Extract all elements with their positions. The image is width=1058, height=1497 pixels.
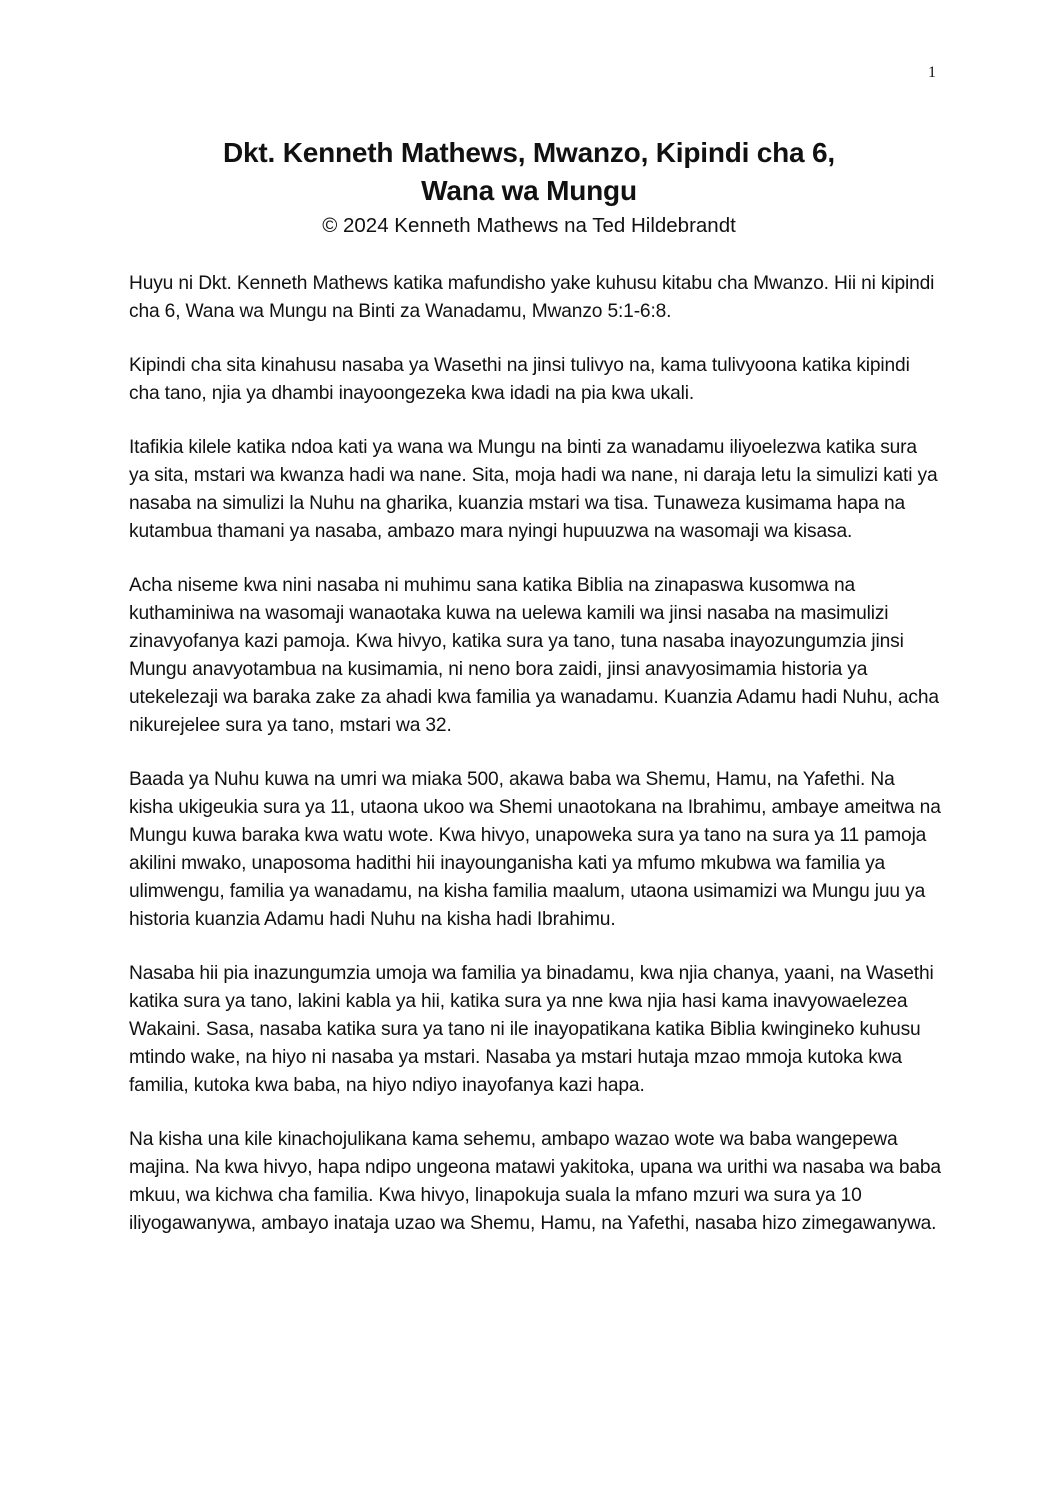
title-line-1: Dkt. Kenneth Mathews, Mwanzo, Kipindi cha 6,: [223, 137, 835, 168]
paragraph-2: Kipindi cha sita kinahusu nasaba ya Wasethi na jinsi tulivyo na, kama tulivyoona katika kipindi cha tano, njia ya dhambi inayoongezeka kwa idadi na pia kwa ukali.: [129, 355, 910, 404]
page-title: [100, 134, 958, 210]
paragraph-7: Na kisha una kile kinachojulikana kama sehemu, ambapo wazao wote wa baba wangepewa majina. Na kwa hivyo, hapa ndipo ungeona matawi yakitoka, upana wa urithi wa nasaba wa baba mkuu, wa kichwa cha familia. Kwa hivyo, linapokuja suala la mfano mzuri wa sura ya 10 iliyogawanywa, ambayo inataja uzao wa Shemu, Hamu, na Yafethi, nasaba hizo zimegawanywa.: [129, 1129, 941, 1234]
copyright-notice: © 2024 Kenneth Mathews na Ted Hildebrandt: [322, 214, 736, 237]
title-line-2: Wana wa Mungu: [421, 175, 637, 206]
title-block: [100, 134, 958, 240]
paragraph-5: Baada ya Nuhu kuwa na umri wa miaka 500, akawa baba wa Shemu, Hamu, na Yafethi. Na kisha ukigeukia sura ya 11, utaona ukoo wa Shemi unaotokana na Ibrahimu, ambaye ameitwa na Mungu kuwa baraka kwa watu wote. Kwa hivyo, unapoweka sura ya tano na sura ya 11 pamoja akilini mwako, unaposoma hadithi hii inayounganisha kati ya mfumo mkubwa wa familia ya ulimwengu, familia ya wanadamu, na kisha familia maalum, utaona usimamizi wa Mungu juu ya historia kuanzia Adamu hadi Nuhu na kisha hadi Ibrahimu.: [129, 769, 941, 930]
paragraph-1: Huyu ni Dkt. Kenneth Mathews katika mafundisho yake kuhusu kitabu cha Mwanzo. Hii ni kipindi cha 6, Wana wa Mungu na Binti za Wanadamu, Mwanzo 5:1-6:8.: [129, 273, 935, 322]
page-number: 1: [928, 64, 936, 81]
paragraph-3: Itafikia kilele katika ndoa kati ya wana wa Mungu na binti za wanadamu iliyoelezwa katika sura ya sita, mstari wa kwanza hadi wa nane. Sita, moja hadi wa nane, ni daraja letu la simulizi kati ya nasaba na simulizi la Nuhu na gharika, kuanzia mstari wa tisa. Tunaweza kusimama hapa na kutambua thamani ya nasaba, ambazo mara nyingi hupuuzwa na wasomaji wa kisasa.: [129, 437, 938, 542]
paragraph-4: Acha niseme kwa nini nasaba ni muhimu sana katika Biblia na zinapaswa kusomwa na kuthaminiwa na wasomaji wanaotaka kuwa na uelewa kamili wa jinsi nasaba na masimulizi zinavyofanya kazi pamoja. Kwa hivyo, katika sura ya tano, tuna nasaba inayozungumzia jinsi Mungu anavyotambua na kusimamia, ni neno bora zaidi, jinsi anavyosimamia historia ya utekelezaji wa baraka zake za ahadi kwa familia ya wanadamu. Kuanzia Adamu hadi Nuhu, acha nikurejelee sura ya tano, mstari wa 32.: [129, 575, 939, 736]
document-body: [129, 270, 941, 1264]
paragraph-6: Nasaba hii pia inazungumzia umoja wa familia ya binadamu, kwa njia chanya, yaani, na Wasethi katika sura ya tano, lakini kabla ya hii, katika sura ya nne kwa njia hasi kama inavyowaelezea Wakaini. Sasa, nasaba katika sura ya tano ni ile inayopatikana katika Biblia kwingineko kuhusu mtindo wake, na hiyo ni nasaba ya mstari. Nasaba ya mstari hutaja mzao mmoja kutoka kwa familia, kutoka kwa baba, na hiyo ndiyo inayofanya kazi hapa.: [129, 963, 934, 1096]
